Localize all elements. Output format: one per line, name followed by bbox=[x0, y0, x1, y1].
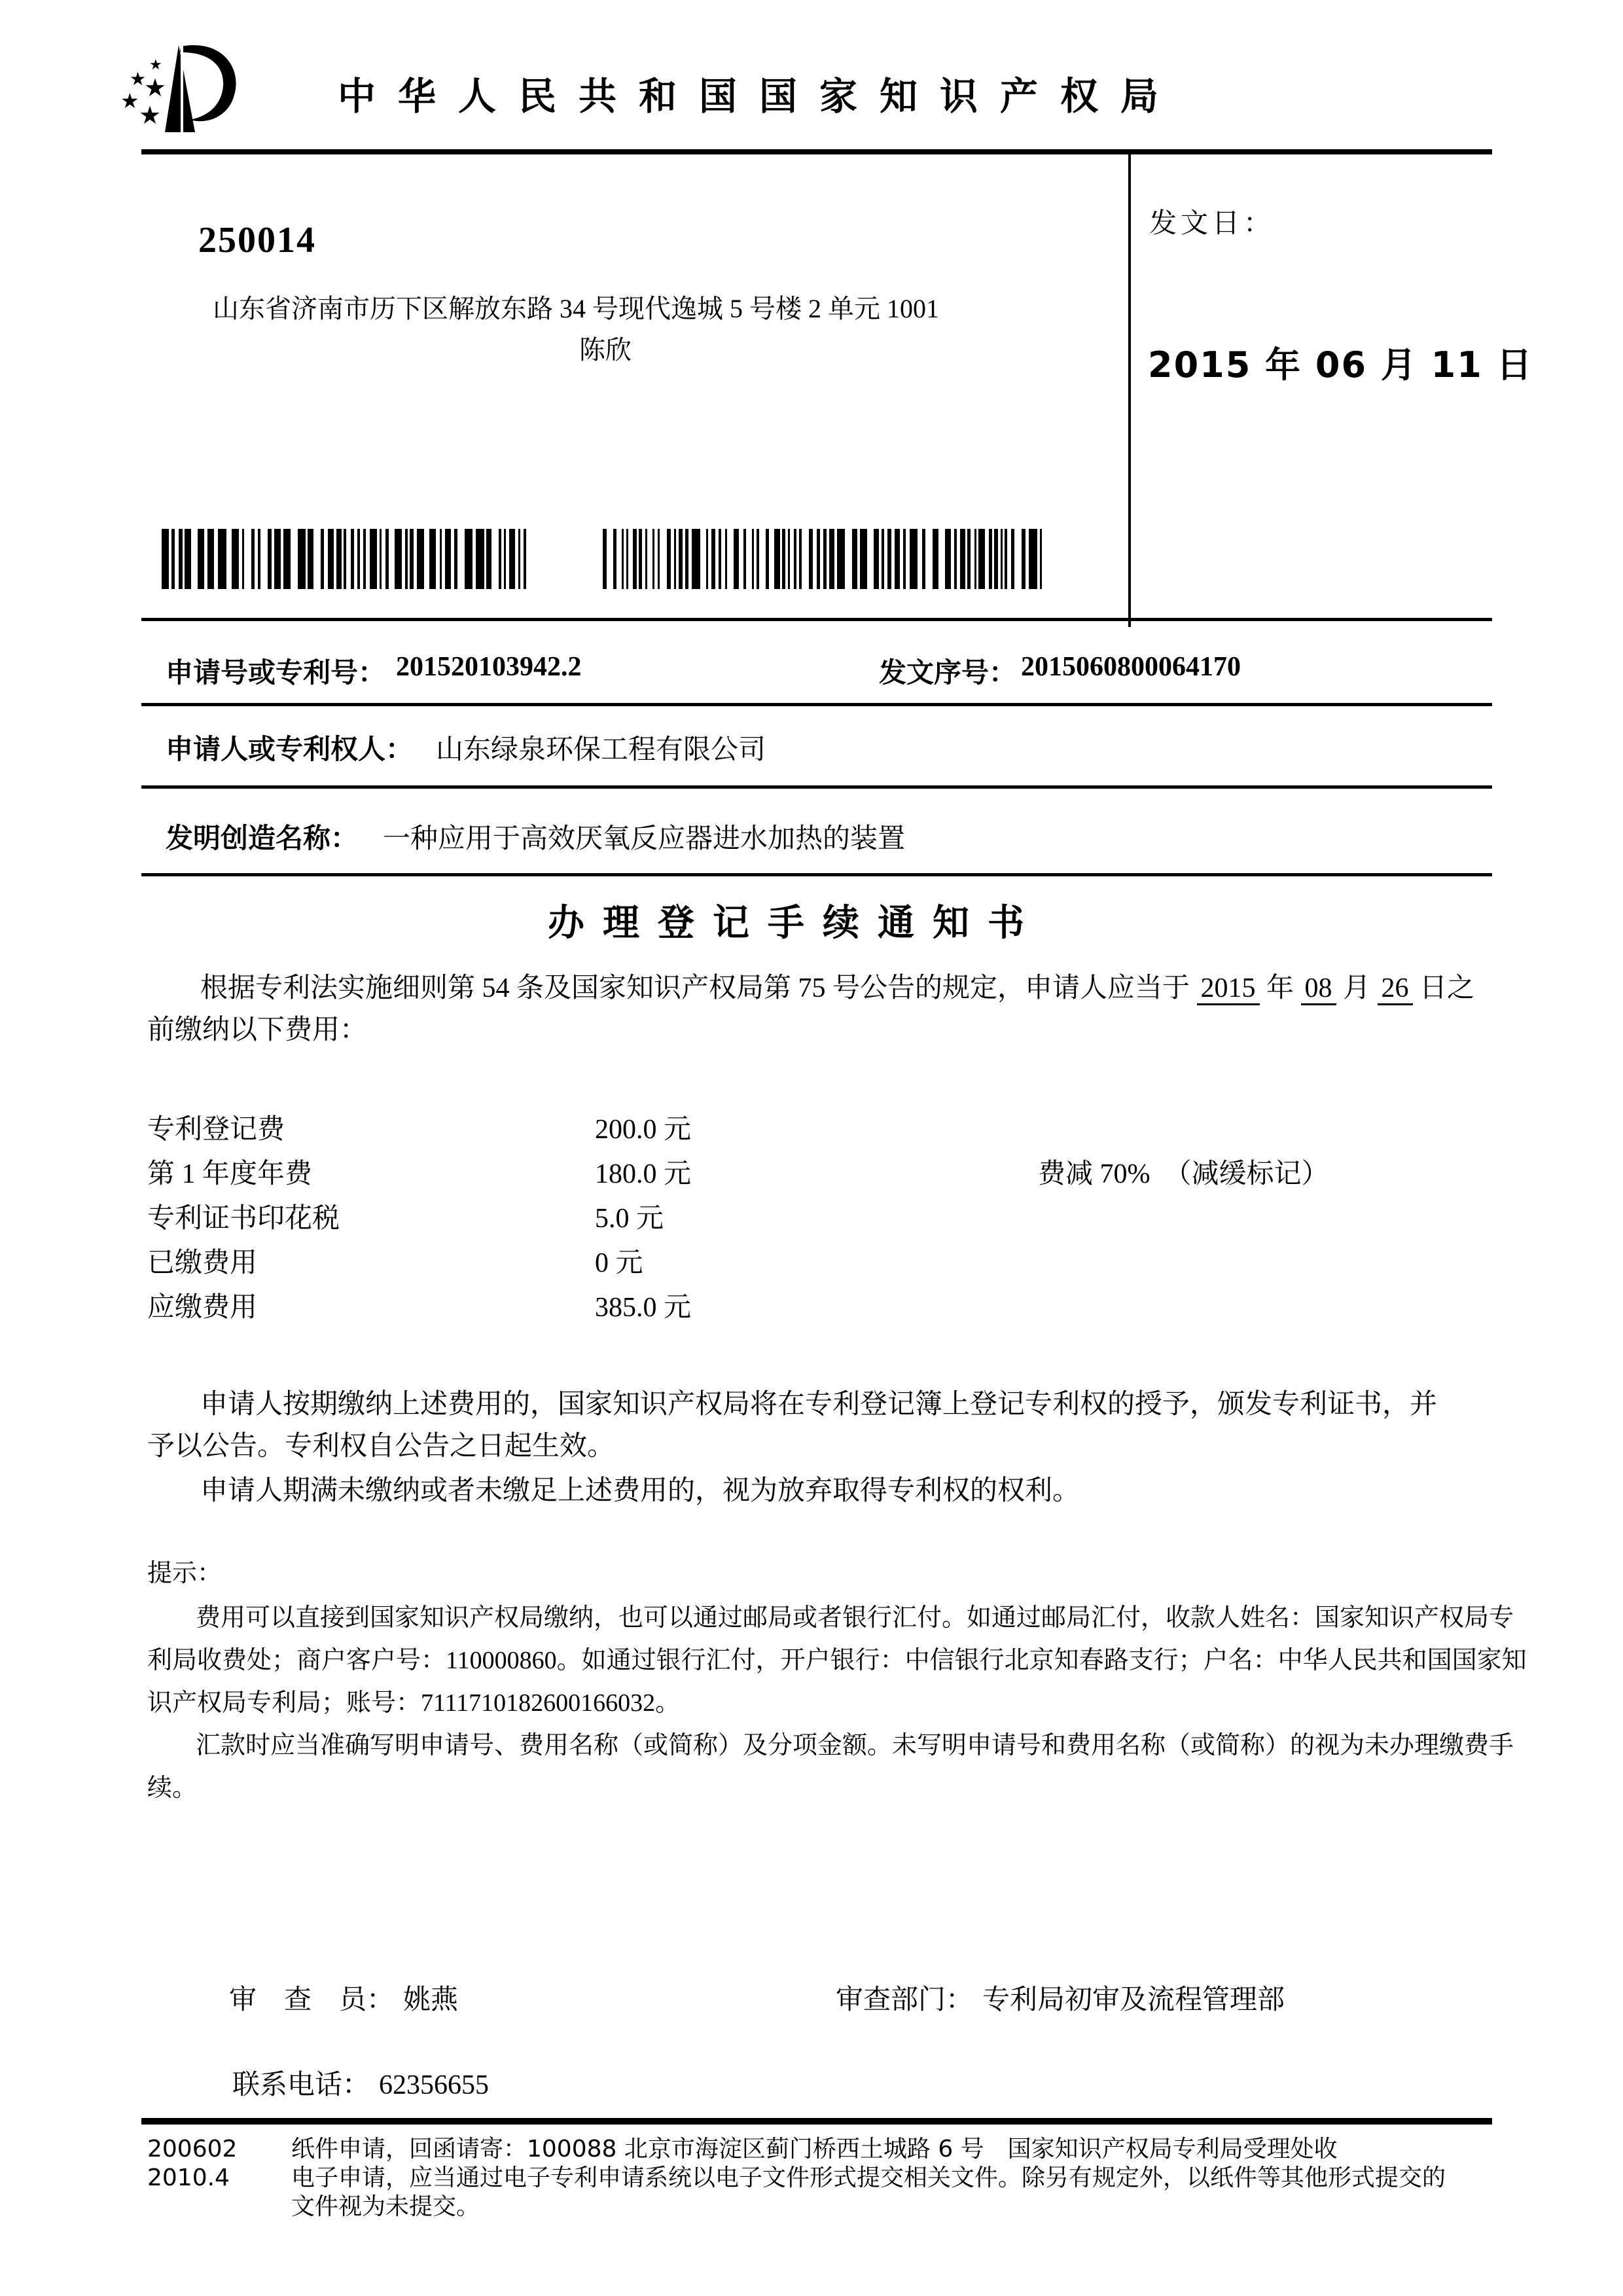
applicant-name: 山东绿泉环保工程有限公司 bbox=[436, 735, 766, 765]
intro-text: 年 bbox=[1266, 973, 1294, 1003]
phone-row bbox=[232, 2063, 489, 2102]
department-row bbox=[836, 1978, 1285, 2017]
fee-name: 专利证书印花税 bbox=[147, 1204, 340, 1234]
form-code: 200602 bbox=[147, 2136, 238, 2162]
section-rule bbox=[141, 618, 1492, 621]
tips-line: 识产权局专利局；账号：7111710182600166032。 bbox=[147, 1689, 681, 1717]
star-icon: ★ bbox=[120, 89, 139, 113]
fee-name: 已缴费用 bbox=[147, 1248, 258, 1278]
footer-line: 纸件申请，回函请寄：100088 北京市海淀区蓟门桥西土城路 6 号 国家知识产权局专利局受理处收 bbox=[291, 2136, 1338, 2162]
fee-amount: 200.0 元 bbox=[595, 1115, 692, 1145]
fee-amount: 180.0 元 bbox=[595, 1159, 692, 1189]
footer bbox=[147, 2135, 1495, 2221]
postal-code: 250014 bbox=[198, 220, 316, 260]
org-name: 中华人民共和国国家知识产权局 bbox=[337, 75, 1181, 118]
header-rule bbox=[141, 149, 1492, 154]
tips-line: 费用可以直接到国家知识产权局缴纳，也可以通过邮局或者银行汇付。如通过邮局汇付，收款人姓名：国家知识产权局专 bbox=[196, 1604, 1514, 1632]
deadline-day: 26 bbox=[1378, 973, 1413, 1005]
tips-label: 提示： bbox=[147, 1560, 223, 1587]
examiner-name: 姚燕 bbox=[403, 1985, 459, 2015]
footer-instructions bbox=[291, 2135, 1495, 2221]
form-codes bbox=[147, 2135, 291, 2221]
fee-name: 专利登记费 bbox=[147, 1115, 285, 1145]
cnipa-emblem-icon bbox=[157, 29, 268, 141]
barcode bbox=[603, 529, 1044, 589]
fee-amount: 385.0 元 bbox=[595, 1293, 692, 1323]
intro-paragraph-continued: 前缴纳以下费用： bbox=[147, 1015, 368, 1045]
deadline-month: 08 bbox=[1301, 973, 1336, 1005]
grant-paragraph-continued: 予以公告。专利权自公告之日起生效。 bbox=[147, 1431, 615, 1462]
grant-paragraph: 申请人按期缴纳上述费用的，国家知识产权局将在专利登记簿上登记专利权的授予，颁发专利证书，并 bbox=[200, 1390, 1438, 1420]
application-number: 201520103942.2 bbox=[396, 652, 582, 682]
star-icon: ★ bbox=[149, 56, 162, 73]
fee-row bbox=[147, 1285, 1492, 1330]
section-rule bbox=[141, 785, 1492, 789]
fee-remark bbox=[1038, 1285, 1492, 1330]
notice-title: 办理登记手续通知书 bbox=[548, 903, 1043, 944]
star-icon: ★ bbox=[144, 75, 167, 102]
footer-line: 文件视为未提交。 bbox=[291, 2193, 480, 2220]
tips-line: 汇款时应当准确写明申请号、费用名称（或简称）及分项金额。未写明申请号和费用名称（或简称）的视为未办理缴费手 bbox=[196, 1732, 1514, 1759]
fee-remark bbox=[1038, 1196, 1492, 1241]
star-icon: ★ bbox=[130, 69, 147, 90]
serial-number: 2015060800064170 bbox=[1021, 652, 1241, 682]
intro-paragraph bbox=[200, 966, 1474, 1005]
application-number-label: 申请号或专利号： bbox=[166, 658, 386, 689]
tips-line: 利局收费处；商户客户号：110000860。如通过银行汇付，开户银行：中信银行北京知春路支行；户名：中华人民共和国国家知 bbox=[147, 1647, 1527, 1674]
dispatch-date-label: 发文日： bbox=[1149, 209, 1275, 239]
phone-number: 62356655 bbox=[379, 2070, 490, 2100]
fee-row bbox=[147, 1241, 1492, 1285]
footer-line: 电子申请，应当通过电子专利申请系统以电子文件形式提交相关文件。除另有规定外，以纸件等其他形式提交的 bbox=[291, 2164, 1446, 2191]
tips-line: 续。 bbox=[147, 1774, 198, 1802]
fee-amount: 5.0 元 bbox=[595, 1204, 664, 1234]
fee-row bbox=[147, 1107, 1492, 1152]
mail-recipient: 陈欣 bbox=[579, 335, 632, 365]
fee-name: 第 1 年度年费 bbox=[147, 1159, 313, 1189]
serial-number-label: 发文序号： bbox=[879, 658, 1017, 689]
form-date: 2010.4 bbox=[147, 2164, 230, 2191]
intro-text: 根据专利法实施细则第 54 条及国家知识产权局第 75 号公告的规定，申请人应当于 bbox=[200, 973, 1190, 1003]
examiner-row bbox=[229, 1978, 458, 2017]
department-name: 专利局初审及流程管理部 bbox=[982, 1985, 1285, 2015]
barcode bbox=[162, 529, 528, 589]
star-icon: ★ bbox=[139, 102, 162, 130]
phone-label: 联系电话： bbox=[232, 2070, 370, 2100]
intro-text: 月 bbox=[1343, 973, 1371, 1003]
section-rule bbox=[141, 873, 1492, 876]
fee-reduction-remark: 费减 70% （减缓标记） bbox=[1038, 1159, 1329, 1189]
fee-row bbox=[147, 1152, 1492, 1196]
intro-text: 日之 bbox=[1419, 973, 1475, 1003]
footer-rule bbox=[141, 2118, 1492, 2125]
applicant-label: 申请人或专利权人： bbox=[166, 735, 414, 765]
forfeit-paragraph: 申请人期满未缴纳或者未缴足上述费用的，视为放弃取得专利权的权利。 bbox=[200, 1476, 1080, 1506]
fee-remark bbox=[1038, 1107, 1492, 1152]
fee-remark bbox=[1038, 1241, 1492, 1285]
invention-title-label: 发明创造名称： bbox=[166, 824, 359, 854]
date-box-divider bbox=[1128, 152, 1131, 627]
fee-row bbox=[147, 1196, 1492, 1241]
fee-name: 应缴费用 bbox=[147, 1293, 258, 1323]
invention-title: 一种应用于高效厌氧反应器进水加热的装置 bbox=[383, 824, 906, 854]
mail-address: 山东省济南市历下区解放东路 34 号现代逸城 5 号楼 2 单元 1001 bbox=[213, 294, 939, 323]
cnipa-logo bbox=[92, 13, 268, 154]
deadline-year: 2015 bbox=[1197, 973, 1260, 1005]
fee-table bbox=[147, 1107, 1492, 1330]
department-label: 审查部门： bbox=[836, 1985, 974, 2015]
examiner-label: 审 查 员： bbox=[229, 1985, 395, 2015]
fee-amount: 0 元 bbox=[595, 1248, 643, 1278]
section-rule bbox=[141, 703, 1492, 706]
dispatch-date: 2015 年 06 月 11 日 bbox=[1148, 344, 1533, 386]
